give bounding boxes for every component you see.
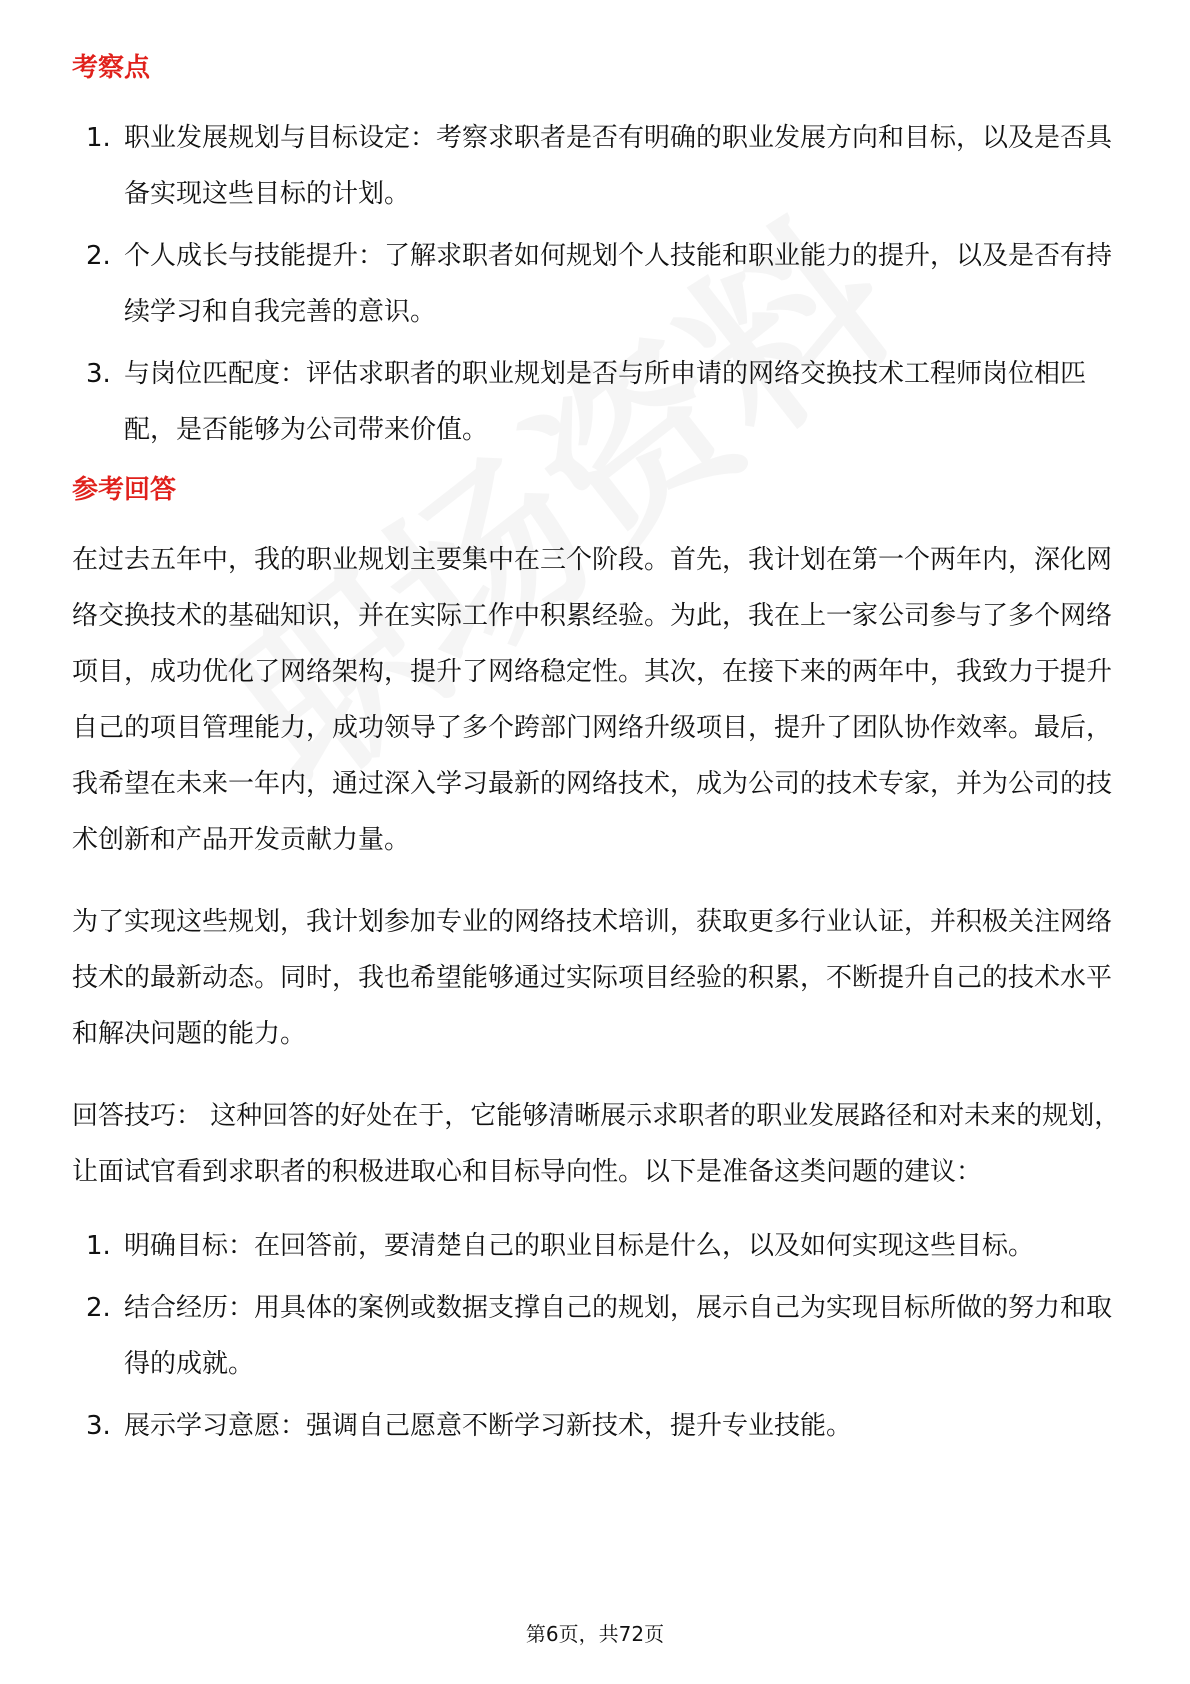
page-number: 第6页，共72页 xyxy=(525,1622,665,1646)
list-item-number: 3. xyxy=(86,359,111,389)
answer-paragraph: 为了实现这些规划，我计划参加专业的网络技术培训，获取更多行业认证，并积极关注网络技术的最新动态。同时，我也希望能够通过实际项目经验的积累，不断提升自己的技术水平和解决问题的能力。 xyxy=(72,907,1113,1049)
list-item xyxy=(72,110,1122,222)
section-title-reference-answer: 参考回答 xyxy=(72,475,177,505)
section-title-examination-points: 考察点 xyxy=(72,53,151,83)
list-item-number: 2. xyxy=(86,241,111,271)
list-item-text: 结合经历：用具体的案例或数据支撑自己的规划，展示自己为实现目标所做的努力和取得的成就。 xyxy=(124,1293,1113,1379)
list-item-number: 3. xyxy=(86,1411,111,1441)
answer-tips-paragraph: 回答技巧： 这种回答的好处在于，它能够清晰展示求职者的职业发展路径和对未来的规划，让面试官看到求职者的积极进取心和目标导向性。以下是准备这类问题的建议： xyxy=(72,1101,1121,1187)
list-item xyxy=(72,1398,1122,1454)
list-item xyxy=(72,1218,1122,1274)
list-item-text: 职业发展规划与目标设定：考察求职者是否有明确的职业发展方向和目标，以及是否具备实现这些目标的计划。 xyxy=(124,123,1113,209)
list-item-text: 明确目标：在回答前，要清楚自己的职业目标是什么，以及如何实现这些目标。 xyxy=(124,1231,1035,1261)
examination-points-list xyxy=(72,110,1122,458)
list-item-number: 2. xyxy=(86,1293,111,1323)
document-body xyxy=(72,48,1122,1460)
tips-list xyxy=(72,1218,1122,1454)
list-item-number: 1. xyxy=(86,123,111,153)
list-item-text: 个人成长与技能提升：了解求职者如何规划个人技能和职业能力的提升，以及是否有持续学习和自我完善的意识。 xyxy=(124,241,1113,327)
list-item-text: 展示学习意愿：强调自己愿意不断学习新技术，提升专业技能。 xyxy=(124,1411,853,1441)
list-item xyxy=(72,346,1122,458)
list-item-number: 1. xyxy=(86,1231,111,1261)
list-item xyxy=(72,228,1122,340)
answer-paragraph: 在过去五年中，我的职业规划主要集中在三个阶段。首先，我计划在第一个两年内，深化网络交换技术的基础知识，并在实际工作中积累经验。为此，我在上一家公司参与了多个网络项目，成功优化了网络架构，提升了网络稳定性。其次，在接下来的两年中，我致力于提升自己的项目管理能力，成功领导了多个跨部门网络升级项目，提升了团队协作效率。最后，我希望在未来一年内，通过深入学习最新的网络技术，成为公司的技术专家，并为公司的技术创新和产品开发贡献力量。 xyxy=(72,545,1113,855)
list-item xyxy=(72,1280,1122,1392)
list-item-text: 与岗位匹配度：评估求职者的职业规划是否与所申请的网络交换技术工程师岗位相匹配，是否能够为公司带来价值。 xyxy=(124,359,1087,445)
